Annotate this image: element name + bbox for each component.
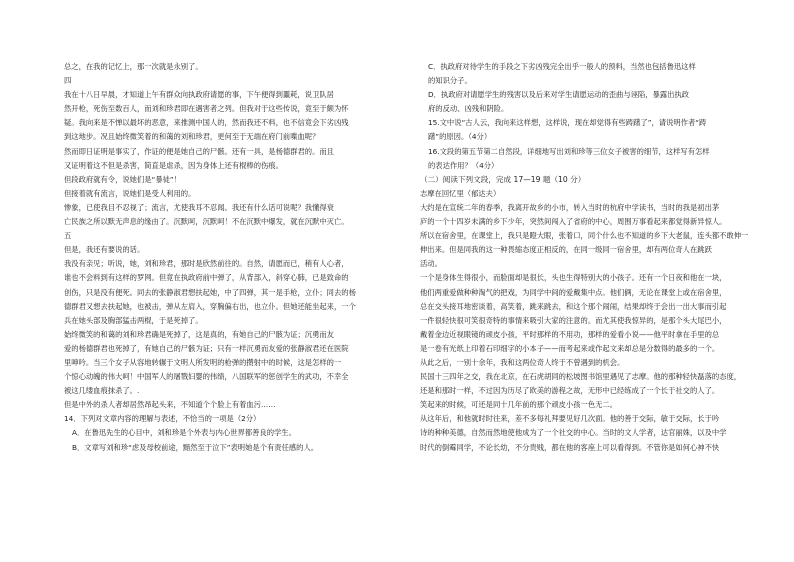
right-column-line: 大约是在宣统二年的春季，我离开故乡的小市，转入当时的杭府中学读书，当时的我是初出茅 [420, 202, 720, 212]
left-column-line: 四 [64, 76, 72, 86]
right-column-line: 戴着金边近视眼镜的顽皮小孩，平时那样的不用功，那样的爱看小说——他平时拿在手里的总 [420, 329, 720, 339]
right-column-line: 他们两重爱做种种淘气的把戏，为同学中间的爱戴集中点。他们俩，无论在课堂上或在宿舍里， [420, 287, 727, 297]
left-column-line: 我没有亲见；听说，她，刘和珍君，那时是欣然前往的。自然，请愿而已，稍有人心者， [64, 259, 349, 269]
right-column-line: 16.文段的第五节第二自然段，详细地写出刘和珍等三位女子被害的细节，这样写有怎样 [428, 146, 710, 156]
left-column-line: 兵在她头部及胸部猛击两棍，于是死掉了。 [64, 315, 203, 325]
left-column-line: 然开枪，死伤至数百人，而刘和珍君即在遇害者之列。但我对于这些传说，竟至于颇为怀 [64, 104, 349, 114]
left-column-line: 然而即日证明是事实了，作证的便是她自己的尸骸。还有一具，是杨德群君的。而且 [64, 146, 334, 156]
left-column-line: 但接着就有流言，说她们是受人利用的。 [64, 188, 196, 198]
left-column-line: A．在鲁迅先生的心目中，刘和珍是个外表与内心世界都善良的学生。 [72, 428, 296, 438]
left-column-line: 总之，在我的记忆上，那一次就是永别了。 [64, 62, 203, 71]
left-column-line: 德群君又想去扶起她，也被击，弹从左肩入，穿胸偏右出，也立仆。但她还能坐起来，一个 [64, 301, 356, 311]
left-column [64, 60, 396, 455]
right-column-line: 所以在宿舍里，在课堂上，我只是瞪大眼，张着口，同个什么也不知道的乡下大老鼠，连头都不敢伸一 [420, 231, 749, 241]
left-column-line: 到这地步。况且始终微笑着的和蔼的刘和珍君，更何至于无端在府门前喋血呢？ [64, 132, 320, 142]
right-column-line: 笑起来的时候，可还是同十几年前的那个顽皮小孩一色无二。 [420, 400, 618, 410]
right-column-line: 15.文中说“古人云，我向来这样想，这样说，现在却觉得有些踌躇了”，请说明作者“踌 [428, 118, 707, 128]
left-column-line: 疑。我向来是不惮以最坏的恶意，来推测中国人的，然而我还不料，也不信竟会下劣凶残 [64, 118, 349, 128]
left-column-line: 被这几缕血痕抹杀了。. [64, 386, 140, 396]
right-column-line: D．执政府对请愿学生的残害以及后来对学生请愿运动的歪曲与诬陷，暴露出执政 [428, 90, 690, 100]
left-column-line: 但是，我还有要说的话。 [64, 245, 145, 255]
right-column-line: 躇”的原因。（4分） [428, 132, 492, 142]
right-column-line: 时代的倒霉同学，不论长幼，不分贵贱，都在他的客座上可以看得到。不管你是如何心神不快 [420, 442, 720, 452]
left-column-line: 个惊心动魄的伟大呵！中国军人的屠戮妇婴的伟绩，八国联军的惩创学生的武功，不幸全 [64, 372, 349, 382]
left-column-line: 爱的杨德群君也死掉了，有她自己的尸骸为证；只有一样沉勇而友爱的张静淑君还在医院 [64, 343, 349, 353]
right-column-line: 庐的一个十四岁未满的乡下少年，突然间闯入了省府的中心，周围万事看起来都觉得新异惊人。 [420, 217, 727, 227]
right-column-line: 活动。 [420, 259, 442, 269]
left-column-line: 但段政府就有令，说她们是“暴徒”！ [64, 174, 182, 184]
right-column-line: C．执政府对待学生的手段之下劣凶残完全出乎一般人的预料，当然也包括鲁迅这样 [428, 62, 696, 71]
right-column-line: （二）阅读下列文段，完成 17—19 题（10 分） [420, 174, 586, 184]
right-column-line: 民国十三四年之交，我在北京，在石虎胡同的松坡图书馆里遇见了志摩。他的那种轻快磊落的态度， [420, 372, 742, 382]
right-column-line: 府的反动、凶残和阴险。 [428, 104, 509, 114]
left-column-line: 又证明着这不但是杀害，简直是虐杀，因为身体上还有棍棒的伤痕。 [64, 160, 283, 170]
right-column-line: 一个是身体生得很小，而脸面却是很长，头也生得特别大的小孩子。还有一个日夜和他在一块， [420, 273, 727, 283]
left-column-line: 14．下列对文章内容的理解与表述，不恰当的一项是（2分） [64, 414, 261, 424]
right-column-line: 总在交头接耳地密谈着，高笑着，跳来跳去，和这个那个闹闹，结果却终于会出一出大事而引起 [420, 301, 727, 311]
left-column-line: 但是中外的杀人者却居然昂起头来，不知道个个脸上有着血污…… [64, 400, 276, 410]
right-column-line: 伸出来。但是同我的这一种畏缩态度正相反的，在同一级同一宿舍里，却有两位奇人在跳跃 [420, 245, 712, 255]
right-column-line: 从这年后，和他就时时往来，差不多每礼拜要见好几次面。他的善于交际，敏于交际，长于吟 [420, 414, 720, 424]
right-column-line: 还是和那时一样，不过因为历尽了欧美的游程之故，无形中已经练成了一个长于社交的人了。 [420, 386, 720, 396]
left-column-line: 惨象，已使我目不忍视了；流言，尤使我耳不忍闻。我还有什么话可说呢？我懂得衰 [64, 202, 334, 212]
left-column-line: 谁也不会料到有这样的罗网。但竟在执政府前中弹了，从背部入，斜穿心肺，已是致命的 [64, 273, 349, 283]
right-column [420, 60, 752, 455]
right-column-line: 是一卷有光纸上印着石印细字的小本子——而考起来或作起文来却总是分数得的最多的一个。 [420, 343, 720, 353]
left-column-line: 始终微笑的和蔼的刘和珍君确是死掉了，这是真的，有她自己的尸骸为证；沉勇而友 [64, 329, 334, 339]
right-column-line: 诗的种种美德，自然而然地使他成为了一个社交的中心。当时的文人学者，达官丽姝，以及中学 [420, 428, 727, 438]
right-column-line: 一件很轻快很可笑很奇特的事情来吸引大家的注意的。而尤其使我惊异的，是那个头大尾巴小， [420, 315, 727, 325]
left-column-line: 亡民族之所以默无声息的缘由了。沉默呵，沉默呵！不在沉默中爆发，就在沉默中灭亡。 [64, 217, 349, 227]
left-column-line: 里呻吟。当三个女子从容地转辗于文明人所发明的枪弹的攒射中的时候，这是怎样的一 [64, 357, 342, 367]
left-column-line: 创伤，只是没有便死。同去的张静淑君想扶起她，中了四弹，其一是手枪，立仆；同去的杨 [64, 287, 356, 297]
right-column-line: 的表达作用？（4分） [428, 160, 499, 170]
left-column-line: 五 [64, 231, 72, 241]
right-column-line: 的知识分子。 [428, 76, 472, 86]
left-column-line: 我在十八日早晨，才知道上午有群众向执政府请愿的事，下午便得到噩耗，说卫队居 [64, 90, 334, 100]
right-column-line: 从此之后，一别十余年，我和这两位奇人终于不曾遇到的机会。 [420, 357, 625, 367]
right-column-line: 志摩在回忆里（郁达夫） [420, 188, 501, 198]
left-column-line: B．文章写刘和珍“虑及母校前途，黯然至于泣下”表明她是个有责任感的人。 [72, 442, 319, 452]
